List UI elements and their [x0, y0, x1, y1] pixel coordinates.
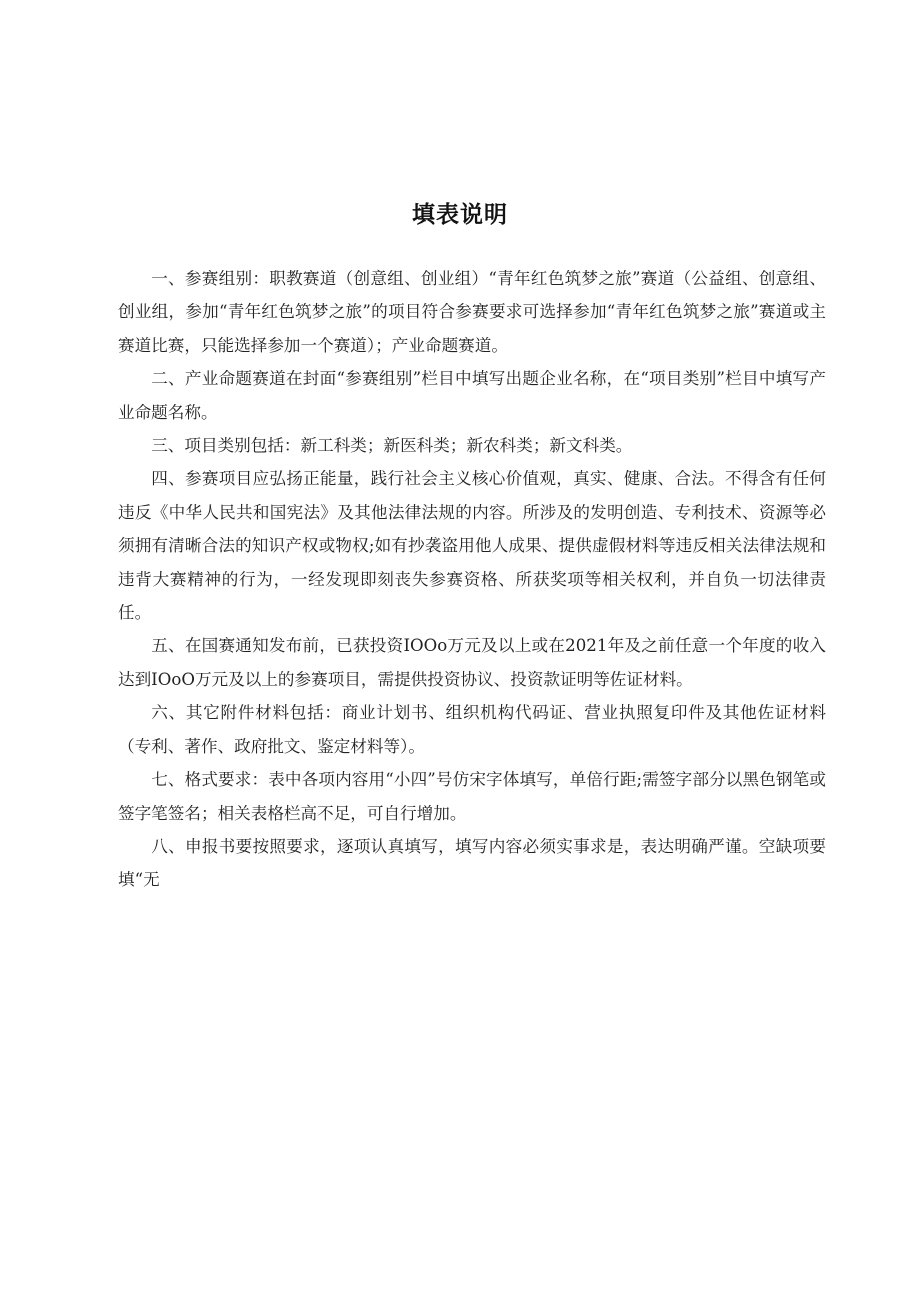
instruction-paragraph-2: 二、产业命题赛道在封面“参赛组别”栏目中填写出题企业名称，在“项目类别”栏目中填写产业命题名称。 — [118, 369, 826, 422]
instruction-paragraph-1: 一、参赛组别：职教赛道（创意组、创业组）“青年红色筑梦之旅”赛道（公益组、创意组、创业组，参加“青年红色筑梦之旅”的项目符合参赛要求可选择参加“青年红色筑梦之旅”赛道或主赛道比赛，只能选择参加一个赛道）；产业命题赛道。 — [118, 269, 826, 355]
instruction-paragraph-8: 八、申报书要按照要求，逐项认真填写，填写内容必须实事求是，表达明确严谨。空缺项要填“无 — [118, 836, 826, 890]
instruction-paragraph-5: 五、在国赛通知发布前，已获投资IOOo万元及以上或在2021年及之前任意一个年度的收入达到IOoO万元及以上的参赛项目，需提供投资协议、投资款证明等佐证材料。 — [118, 636, 826, 689]
page-title: 填表说明 — [412, 202, 508, 228]
instruction-paragraph-3: 三、项目类别包括：新工科类；新医科类；新农科类；新文科类。 — [151, 436, 633, 456]
instruction-paragraph-4: 四、参赛项目应弘扬正能量，践行社会主义核心价值观，真实、健康、合法。不得含有任何违反《中华人民共和国宪法》及其他法律法规的内容。所涉及的发明创造、专利技术、资源等必须拥有清晰合法的知识产权或物权;如有抄袭盗用他人成果、提供虚假材料等违反相关法律法规和违背大赛精神的行为，一经发现即刻丧失参赛资格、所获奖项等相关权利，并自负一切法律责任。 — [118, 469, 826, 623]
instruction-paragraph-7: 七、格式要求：表中各项内容用“小四”号仿宋字体填写，单倍行距;需签字部分以黑色钢笔或签字笔签名；相关表格栏高不足，可自行增加。 — [118, 770, 826, 823]
instructions-body — [118, 262, 826, 897]
instruction-paragraph-6: 六、其它附件材料包括：商业计划书、组织机构代码证、营业执照复印件及其他佐证材料（专利、著作、政府批文、鉴定材料等）。 — [118, 703, 826, 756]
